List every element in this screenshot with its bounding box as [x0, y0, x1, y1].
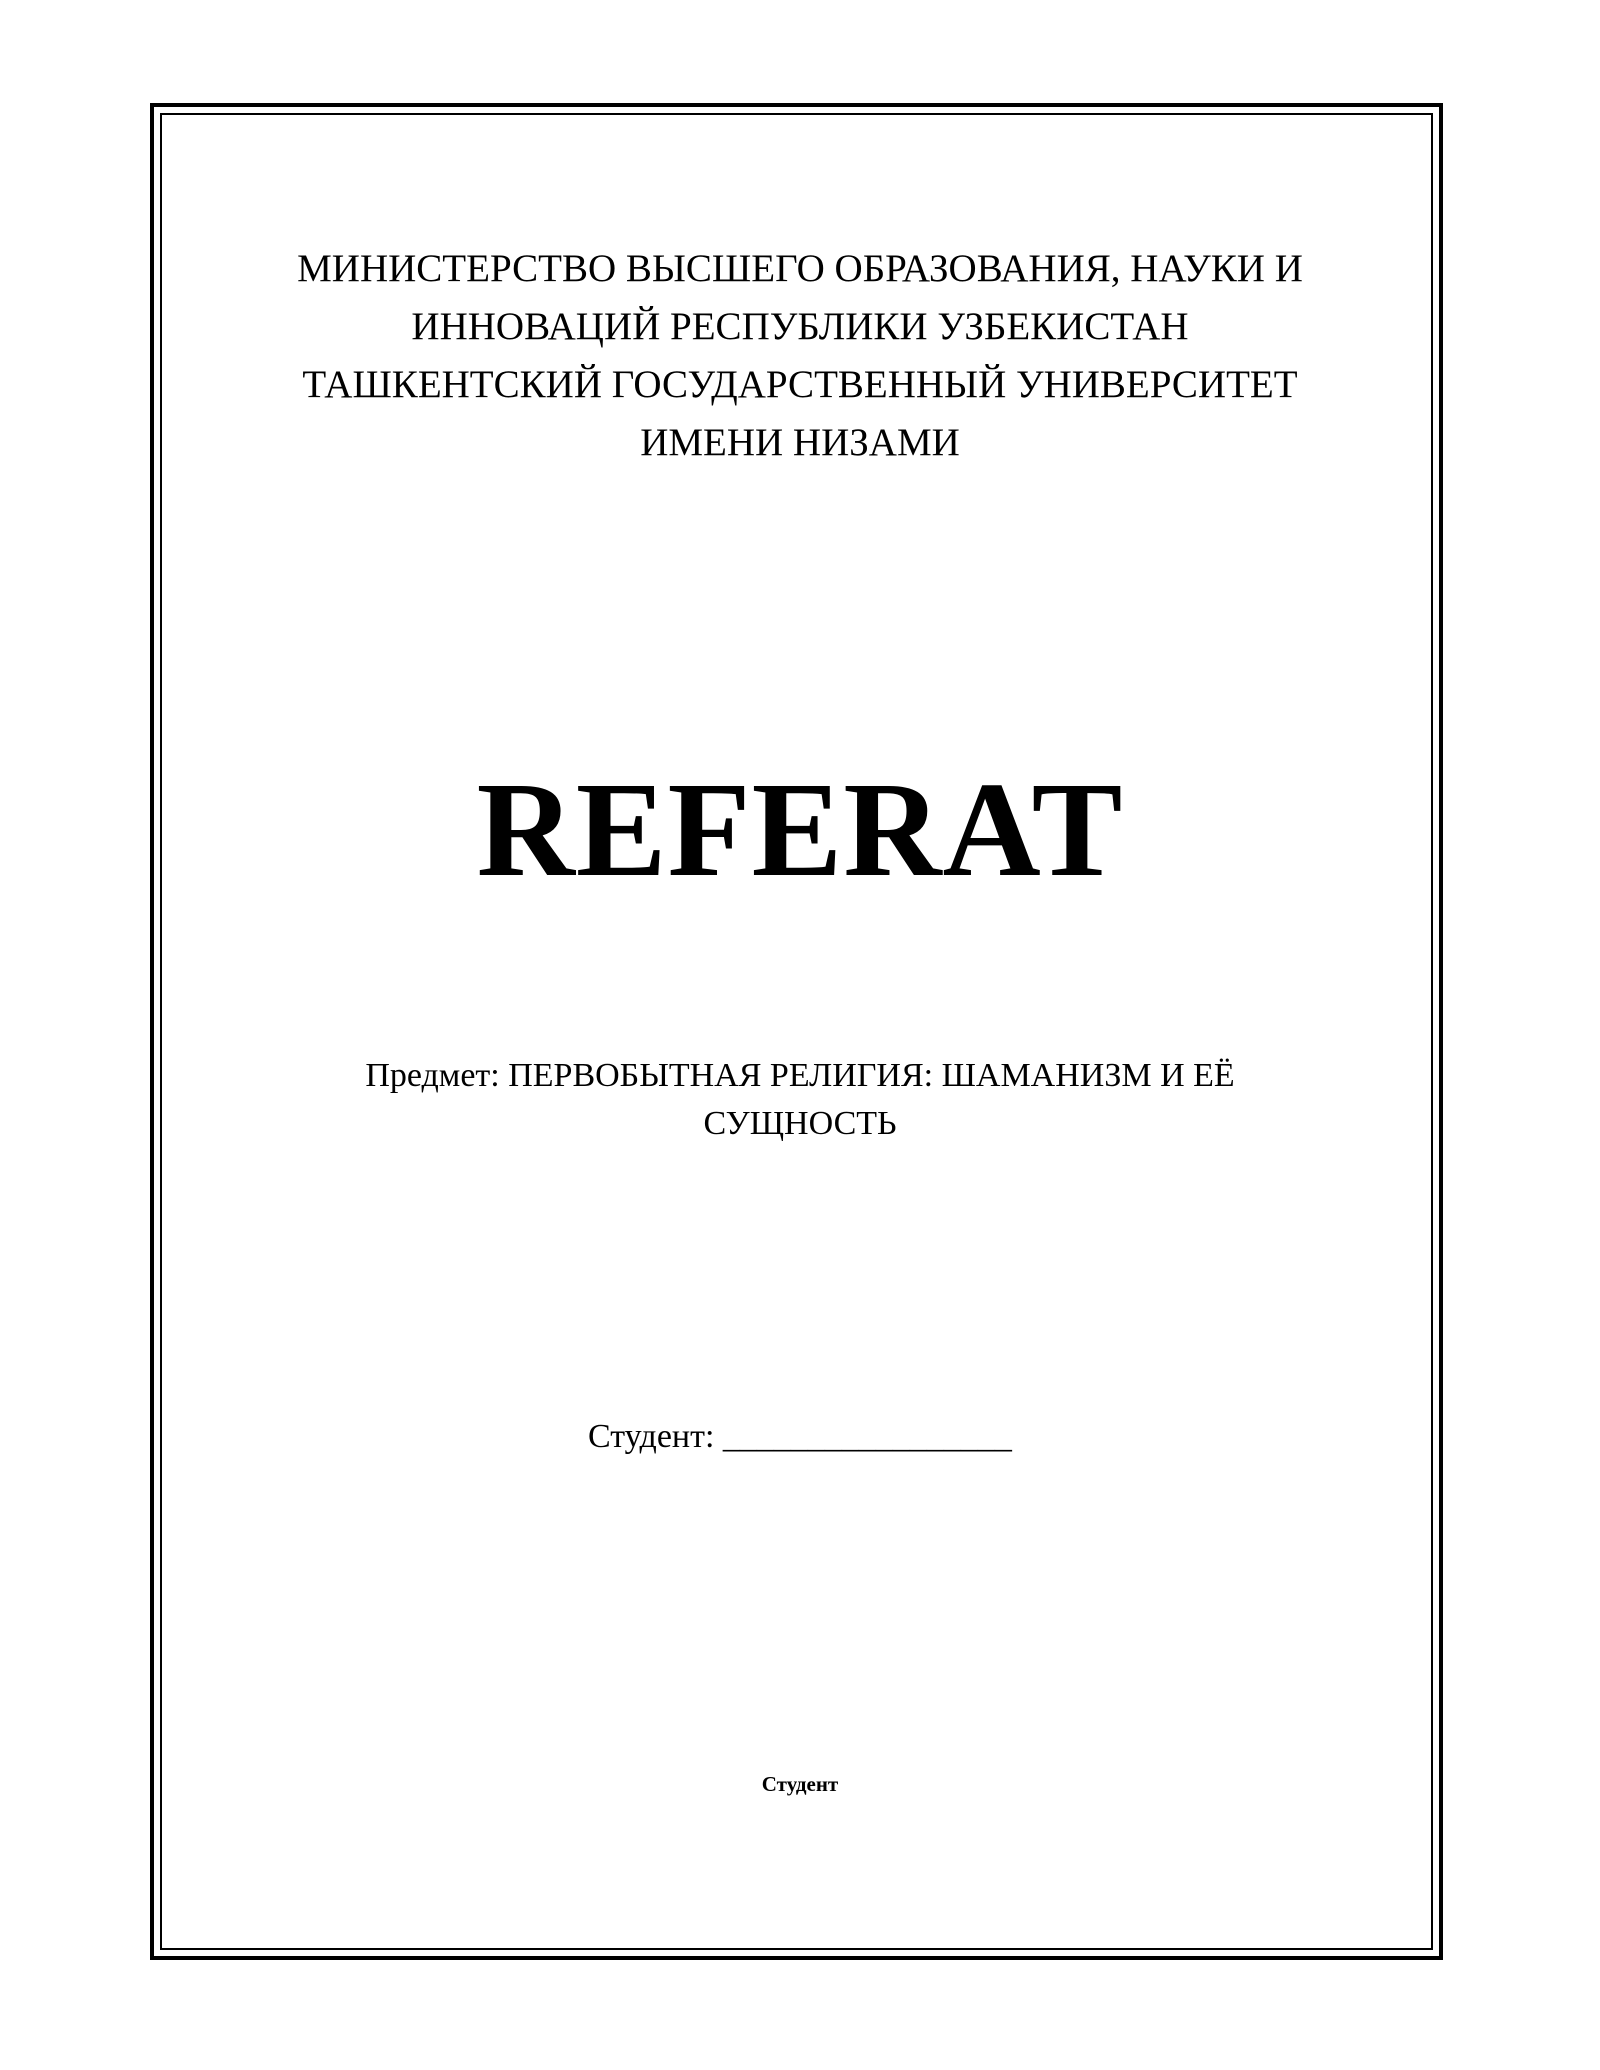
subject-line-2: СУЩНОСТЬ [703, 1105, 897, 1142]
document-title: REFERAT [476, 755, 1124, 905]
header-line-1: МИНИСТЕРСТВО ВЫСШЕГО ОБРАЗОВАНИЯ, НАУКИ И [297, 247, 1303, 290]
header-line-3: ТАШКЕНТСКИЙ ГОСУДАРСТВЕННЫЙ УНИВЕРСИТЕТ [302, 363, 1298, 406]
institution-header [200, 240, 1400, 472]
subject-line-1: Предмет: ПЕРВОБЫТНАЯ РЕЛИГИЯ: ШАМАНИЗМ И ЕЁ [365, 1057, 1235, 1094]
footer-label: Студент [761, 1772, 839, 1796]
header-line-2: ИННОВАЦИЙ РЕСПУБЛИКИ УЗБЕКИСТАН [411, 305, 1189, 348]
subject-block [250, 1052, 1350, 1148]
student-signature-line: Студент: _________________ [588, 1418, 1012, 1455]
header-line-4: ИМЕНИ НИЗАМИ [640, 421, 960, 464]
